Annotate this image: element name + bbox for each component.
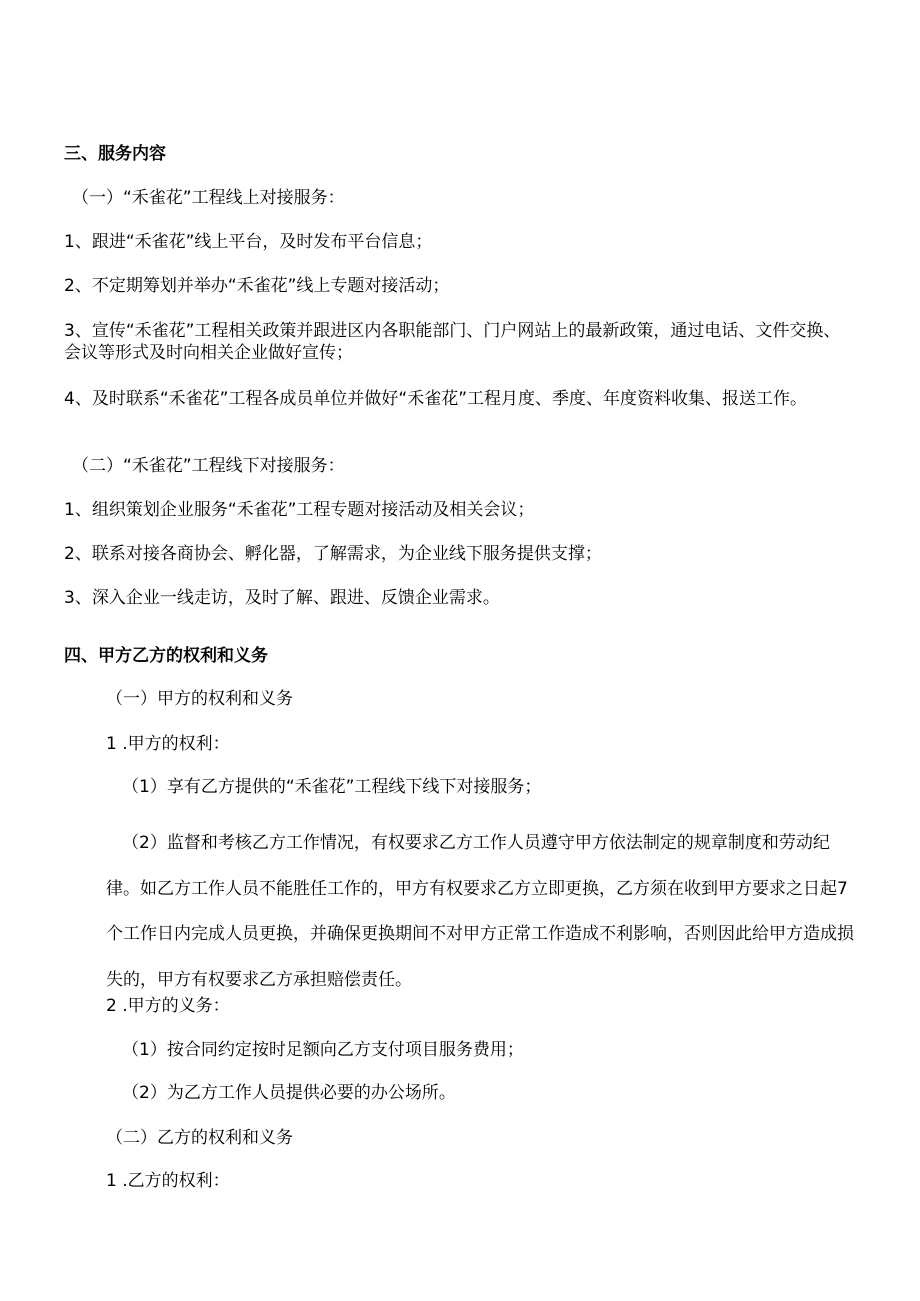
list-item: （2）监督和考核乙方工作情况，有权要求乙方工作人员遵守甲方依法制定的规章制度和劳动纪律。如乙方工作人员不能胜任工作的，甲方有权要求乙方立即更换，乙方须在收到甲方要求之日起7个工作日内完成人员更换，并确保更换期间不对甲方正常工作造成不利影响，否则因此给甲方造成损失的，甲方有权要求乙方承担赔偿责任。 xyxy=(106,833,854,990)
list-item: （2）为乙方工作人员提供必要的办公场所。 xyxy=(122,1083,456,1103)
list-item: （1）按合同约定按时足额向乙方支付项目服务费用； xyxy=(122,1040,524,1060)
party-b-rights-title: 1 .乙方的权利： xyxy=(106,1171,230,1191)
list-item: 2、联系对接各商协会、孵化器，了解需求，为企业线下服务提供支撑； xyxy=(64,544,602,564)
subsection-title-offline-service: （二）“禾雀花”工程线下对接服务： xyxy=(72,456,345,476)
subsection-title-party-a: （一）甲方的权利和义务 xyxy=(106,689,293,709)
list-item: （1）享有乙方提供的“禾雀花”工程线下线下对接服务； xyxy=(122,777,542,797)
section-heading-service-content: 三、服务内容 xyxy=(64,144,166,164)
party-a-duties-title: 2 .甲方的义务： xyxy=(106,996,230,1016)
subsection-title-online-service: （一）“禾雀花”工程线上对接服务： xyxy=(72,188,345,208)
list-item: 2、不定期筹划并举办“禾雀花”线上专题对接活动； xyxy=(64,276,450,296)
subsection-title-party-b: （二）乙方的权利和义务 xyxy=(106,1128,293,1148)
list-item: 1、跟进“禾雀花”线上平台，及时发布平台信息； xyxy=(64,232,433,252)
list-item: 3、宣传“禾雀花”工程相关政策并跟进区内各职能部门、门户网站上的最新政策，通过电话、文件交换、会议等形式及时向相关企业做好宣传； xyxy=(64,321,841,363)
list-item: 3、深入企业一线走访，及时了解、跟进、反馈企业需求。 xyxy=(64,588,500,608)
section-heading-rights-obligations: 四、甲方乙方的权利和义务 xyxy=(64,646,268,666)
list-item: 1、组织策划企业服务“禾雀花”工程专题对接活动及相关会议； xyxy=(64,500,535,520)
party-a-rights-title: 1 .甲方的权利： xyxy=(106,734,230,754)
list-item: 4、及时联系“禾雀花”工程各成员单位并做好“禾雀花”工程月度、季度、年度资料收集、报送工作。 xyxy=(64,389,808,409)
